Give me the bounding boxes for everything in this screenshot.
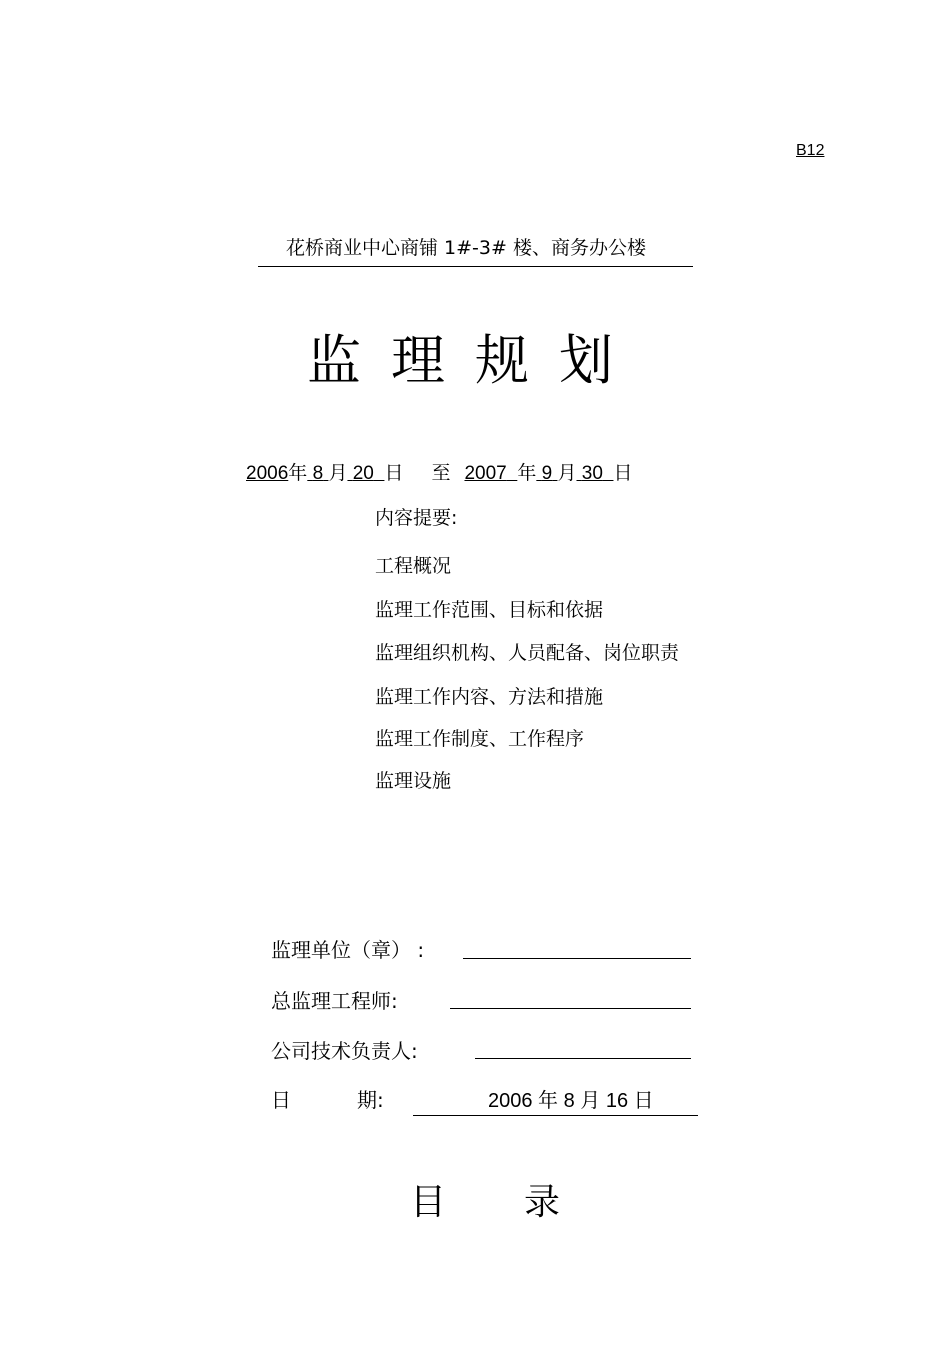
list-item: 监理设施 <box>375 770 452 792</box>
chief-engineer-label: 总监理工程师: <box>271 989 398 1013</box>
to-label: 至 <box>431 462 451 484</box>
contents-heading: 内容提要: <box>375 507 458 529</box>
list-item: 工程概况 <box>375 555 452 577</box>
service-period <box>246 458 632 485</box>
start-year: 2006 <box>246 463 289 484</box>
date-label-second: 期: <box>357 1088 384 1112</box>
end-month: 9 <box>541 463 553 484</box>
list-item: 监理组织机构、人员配备、岗位职责 <box>375 642 680 664</box>
date-label <box>271 1084 384 1113</box>
date-value: 2006 年 8 月 16 日 <box>413 1084 698 1116</box>
document-title: 监理规划 <box>307 329 643 392</box>
end-day: 30 <box>581 463 603 484</box>
list-item: 监理工作范围、目标和依据 <box>375 598 604 621</box>
supervision-unit-signature-line <box>463 958 691 959</box>
technical-lead-signature-line <box>475 1058 691 1059</box>
day-unit: 日 <box>384 462 404 484</box>
project-name <box>258 233 693 267</box>
supervision-unit-label: 监理单位（章） : <box>271 938 425 962</box>
start-day: 20 <box>352 463 374 484</box>
list-item: 监理工作制度、工作程序 <box>375 728 585 750</box>
technical-lead-label: 公司技术负责人: <box>271 1039 418 1063</box>
month-unit: 月 <box>557 462 577 484</box>
day-unit: 日 <box>613 462 633 484</box>
toc-title-second: 录 <box>524 1182 561 1223</box>
start-month: 8 <box>312 463 324 484</box>
list-item: 监理工作内容、方法和措施 <box>375 685 604 708</box>
toc-title-first: 目 <box>410 1182 447 1223</box>
year-unit: 年 <box>288 462 308 484</box>
year-unit: 年 <box>517 462 537 484</box>
chief-engineer-signature-line <box>450 1008 691 1009</box>
month-unit: 月 <box>328 462 348 484</box>
toc-title <box>410 1174 560 1225</box>
end-year: 2007 <box>464 463 507 484</box>
project-name-text: 花桥商业中心商铺 1#-3# 楼、商务办公楼 <box>286 237 646 259</box>
document-code: B12 <box>796 142 825 159</box>
contents-list <box>375 545 679 804</box>
date-label-first: 日 <box>271 1088 291 1112</box>
